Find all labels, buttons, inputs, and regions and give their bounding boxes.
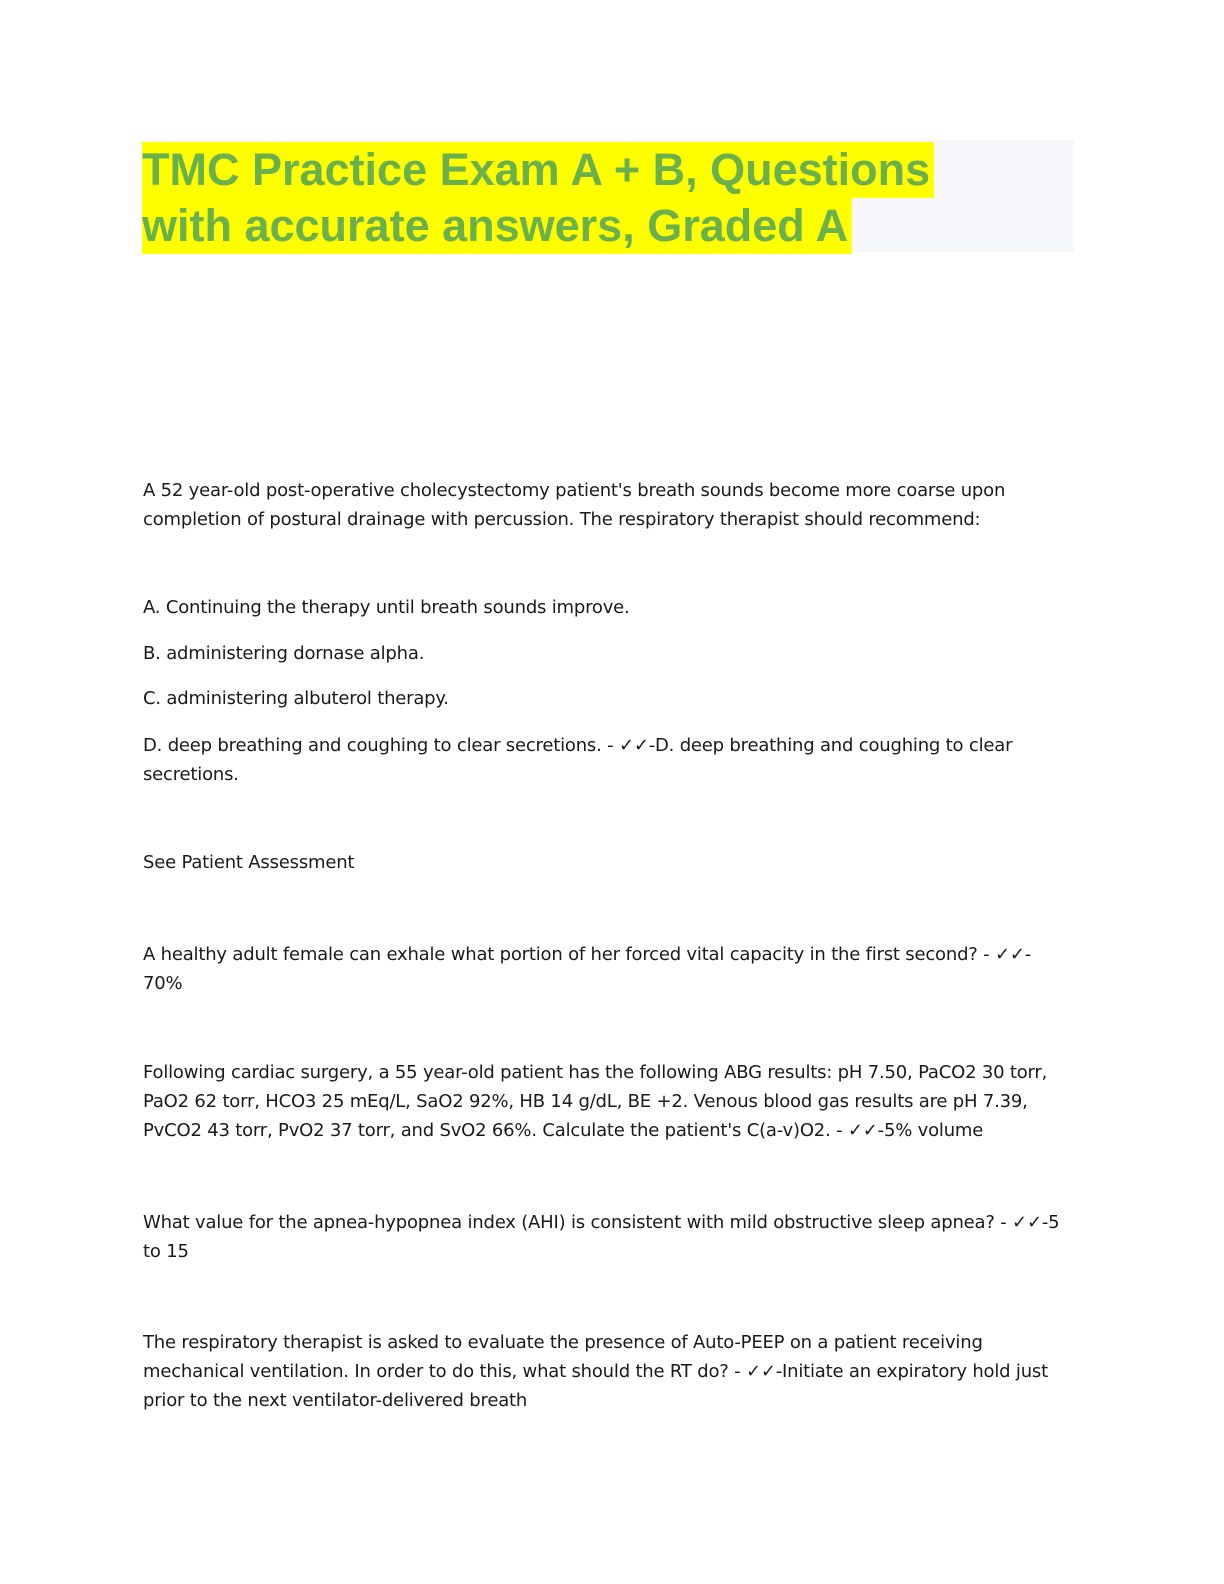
option-c-text: C. administering albuterol therapy. — [143, 688, 449, 709]
option-d-line-2: secretions. — [143, 764, 239, 785]
note-text: See Patient Assessment — [143, 852, 355, 873]
question-4 — [143, 1208, 1078, 1266]
question-1-stem-line-2: completion of postural drainage with percussion. The respiratory therapist should recommend: — [143, 509, 981, 530]
question-3-line-1: Following cardiac surgery, a 55 year-old patient has the following ABG results: pH 7.50, PaCO2 30 torr, — [143, 1062, 1048, 1083]
question-5 — [143, 1328, 1078, 1415]
option-d-line-1: D. deep breathing and coughing to clear secretions. - ✓✓-D. deep breathing and coughing to clear — [143, 735, 1013, 756]
question-5-line-1: The respiratory therapist is asked to evaluate the presence of Auto-PEEP on a patient receiving — [143, 1332, 983, 1353]
option-a-text: A. Continuing the therapy until breath sounds improve. — [143, 597, 630, 618]
question-3-line-3: PvCO2 43 torr, PvO2 37 torr, and SvO2 66%. Calculate the patient's C(a-v)O2. - ✓✓-5% volume — [143, 1120, 984, 1141]
question-1-stem — [143, 476, 1078, 534]
option-b-text: B. administering dornase alpha. — [143, 643, 425, 664]
document-title-line-1: TMC Practice Exam A + B, Questions — [142, 142, 934, 198]
question-4-line-1: What value for the apnea-hypopnea index (AHI) is consistent with mild obstructive sleep apnea? - ✓✓-5 — [143, 1212, 1060, 1233]
question-3-line-2: PaO2 62 torr, HCO3 25 mEq/L, SaO2 92%, HB 14 g/dL, BE +2. Venous blood gas results are pH 7.39, — [143, 1091, 1028, 1112]
question-5-line-3: prior to the next ventilator-delivered breath — [143, 1390, 528, 1411]
question-5-line-2: mechanical ventilation. In order to do this, what should the RT do? - ✓✓-Initiate an expiratory hold just — [143, 1361, 1048, 1382]
see-patient-assessment-note — [143, 848, 1078, 877]
question-1-option-b — [143, 639, 1078, 668]
question-4-line-2: to 15 — [143, 1241, 189, 1262]
question-3 — [143, 1058, 1078, 1145]
question-1-stem-line-1: A 52 year-old post-operative cholecystectomy patient's breath sounds become more coarse upon — [143, 480, 1006, 501]
question-1-option-d-with-answer — [143, 731, 1078, 789]
question-2-line-2: 70% — [143, 973, 183, 994]
question-2-line-1: A healthy adult female can exhale what portion of her forced vital capacity in the first second? - ✓✓- — [143, 944, 1032, 965]
question-1-option-a — [143, 593, 1078, 622]
question-1-option-c — [143, 684, 1078, 713]
document-title-line-2: with accurate answers, Graded A — [142, 198, 852, 254]
question-2 — [143, 940, 1078, 998]
